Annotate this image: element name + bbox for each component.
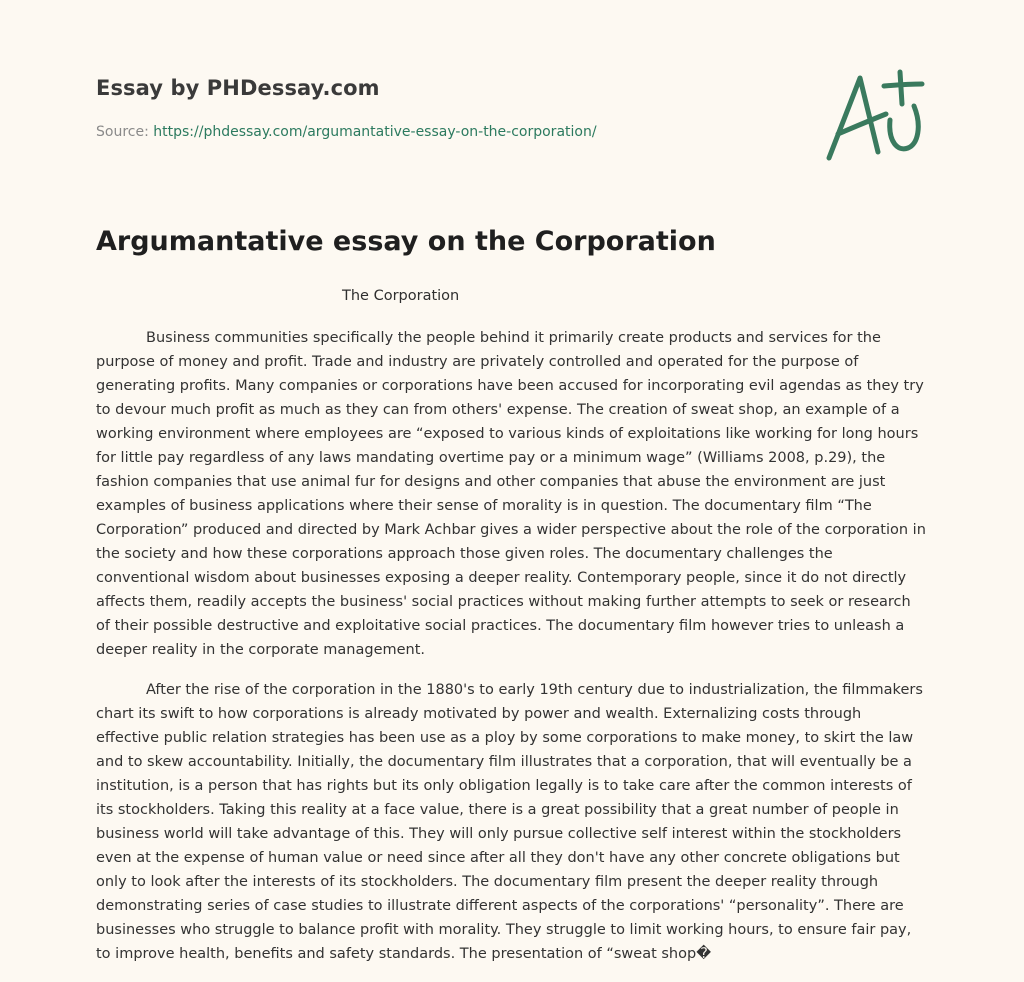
essay-body [96,326,928,982]
source-label: Source: [96,124,149,140]
site-brand: Essay by PHDessay.com [96,76,380,100]
essay-subtitle: The Corporation [342,288,460,304]
a-plus-logo-icon [818,64,930,168]
essay-paragraph: After the rise of the corporation in the 1880's to early 19th century due to industrialization, the filmmakers chart its swift to how corporations is already motivated by power and wealth. Externalizing costs through effective public relation strategies has been use as a ploy by some corporations to make money, to skirt the law and to skew accountability. Initially, the documentary film illustrates that a corporation, that will eventually be a institution, is a person that has rights but its only obligation legally is to take care after the common interests of its stockholders. Taking this reality at a face value, there is a great possibility that a great number of people in business world will take advantage of this. They will only pursue collective self interest within the stockholders even at the expense of human value or need since after all they don't have any other concrete obligations but only to look after the interests of its stockholders. The documentary film present the deeper reality through demonstrating series of case studies to illustrate different aspects of the corporations' “personality”. There are businesses who struggle to balance profit with morality. They struggle to limit working hours, to ensure fair pay, to improve health, benefits and safety standards. The presentation of “sweat shop� [96,682,923,962]
source-line [96,124,597,140]
essay-paragraph: Business communities specifically the people behind it primarily create products and services for the purpose of money and profit. Trade and industry are privately controlled and operated for the purpose of generating profits. Many companies or corporations have been accused for incorporating evil agendas as they try to devour much profit as much as they can from others' expense. The creation of sweat shop, an example of a working environment where employees are “exposed to various kinds of exploitations like working for long hours for little pay regardless of any laws mandating overtime pay or a minimum wage” (Williams 2008, p.29), the fashion companies that use animal fur for designs and other companies that abuse the environment are just examples of business applications where their sense of morality is in question. The documentary film “The Corporation” produced and directed by Mark Achbar gives a wider perspective about the role of the corporation in the society and how these corporations approach those given roles. The documentary challenges the conventional wisdom about businesses exposing a deeper reality. Contemporary people, since it do not directly affects them, readily accepts the business' social practices without making further attempts to seek or research of their possible destructive and exploitative social practices. The documentary film however tries to unleash a deeper reality in the corporate management. [96,330,926,658]
essay-title: Argumantative essay on the Corporation [96,226,716,257]
source-link[interactable]: https://phdessay.com/argumantative-essay-on-the-corporation/ [153,124,597,140]
